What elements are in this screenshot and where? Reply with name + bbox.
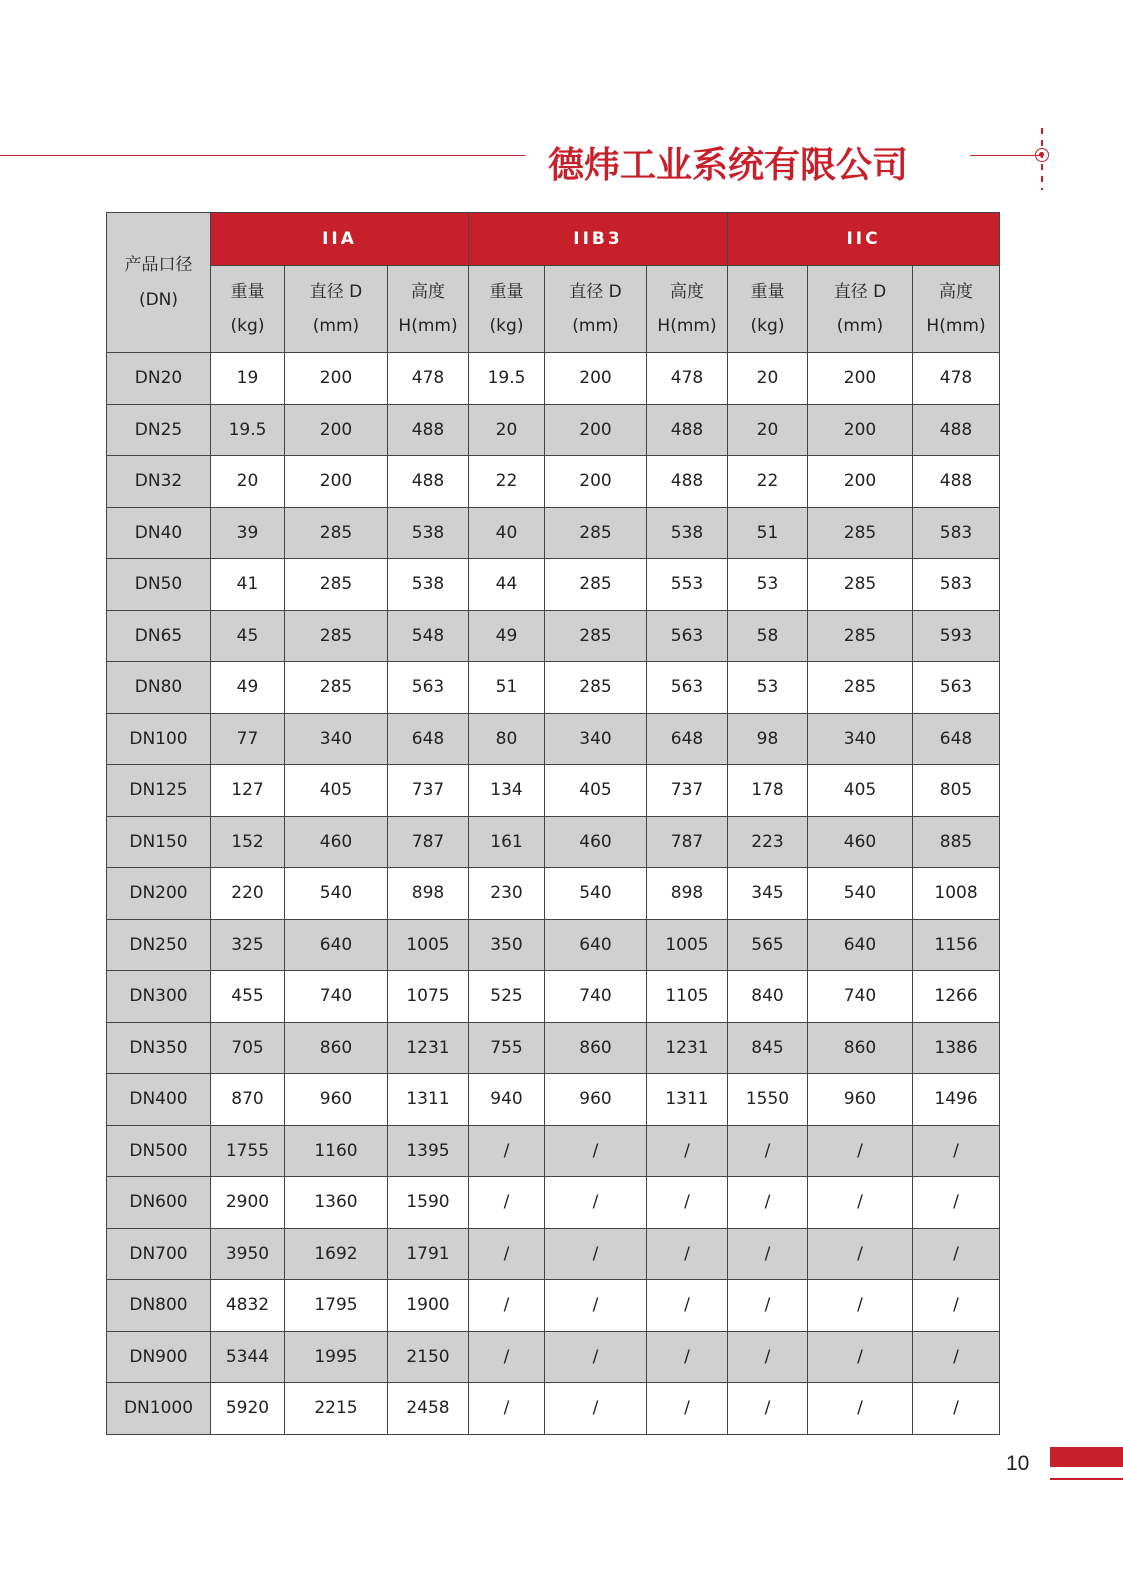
value-cell: 960: [285, 1074, 388, 1126]
table-row: [107, 1177, 1000, 1229]
value-cell: 860: [808, 1022, 913, 1074]
subheader-weight: [728, 266, 808, 353]
table-row: [107, 1125, 1000, 1177]
value-cell: 41: [211, 559, 285, 611]
table-row: [107, 1022, 1000, 1074]
value-cell: 787: [647, 816, 728, 868]
value-cell: 1550: [728, 1074, 808, 1126]
value-cell: 134: [469, 765, 545, 817]
table-row: [107, 765, 1000, 817]
value-cell: 200: [545, 404, 647, 456]
value-cell: 340: [808, 713, 913, 765]
value-cell: 80: [469, 713, 545, 765]
value-cell: 960: [808, 1074, 913, 1126]
value-cell: 563: [913, 662, 1000, 714]
table-body: [107, 353, 1000, 1435]
value-cell: 755: [469, 1022, 545, 1074]
group-header-iic: IIC: [728, 213, 1000, 266]
value-cell: 350: [469, 919, 545, 971]
value-cell: 1386: [913, 1022, 1000, 1074]
value-cell: 285: [285, 662, 388, 714]
value-cell: /: [913, 1228, 1000, 1280]
table-row: [107, 868, 1000, 920]
group-header-iib3: IIB3: [469, 213, 728, 266]
value-cell: 98: [728, 713, 808, 765]
value-cell: 20: [728, 353, 808, 405]
value-cell: 19: [211, 353, 285, 405]
value-cell: 478: [913, 353, 1000, 405]
value-cell: 488: [913, 404, 1000, 456]
value-cell: 563: [388, 662, 469, 714]
value-cell: /: [545, 1228, 647, 1280]
value-cell: 898: [388, 868, 469, 920]
value-cell: 1105: [647, 971, 728, 1023]
value-cell: /: [545, 1177, 647, 1229]
value-cell: 1311: [388, 1074, 469, 1126]
corner-label-line2: (DN): [138, 289, 179, 310]
value-cell: 1692: [285, 1228, 388, 1280]
value-cell: 1231: [388, 1022, 469, 1074]
table-row: [107, 1280, 1000, 1332]
value-cell: 20: [211, 456, 285, 508]
value-cell: 593: [913, 610, 1000, 662]
value-cell: /: [808, 1280, 913, 1332]
value-cell: /: [469, 1228, 545, 1280]
footer-rule: [1050, 1478, 1123, 1480]
value-cell: 840: [728, 971, 808, 1023]
value-cell: 285: [285, 610, 388, 662]
dn-cell: DN65: [107, 610, 211, 662]
value-cell: /: [728, 1125, 808, 1177]
subheader-label: 高度: [411, 282, 445, 302]
value-cell: /: [545, 1383, 647, 1435]
value-cell: 285: [285, 507, 388, 559]
value-cell: 200: [808, 353, 913, 405]
value-cell: 478: [647, 353, 728, 405]
value-cell: 161: [469, 816, 545, 868]
value-cell: 285: [285, 559, 388, 611]
value-cell: 648: [647, 713, 728, 765]
value-cell: /: [808, 1383, 913, 1435]
dn-cell: DN40: [107, 507, 211, 559]
table-row: [107, 404, 1000, 456]
company-name: 德炜工业系统有限公司: [548, 145, 909, 186]
value-cell: 405: [285, 765, 388, 817]
value-cell: 1496: [913, 1074, 1000, 1126]
value-cell: 2458: [388, 1383, 469, 1435]
subheader-unit: (kg): [750, 316, 785, 336]
value-cell: 460: [545, 816, 647, 868]
subheader-height: [388, 266, 469, 353]
value-cell: /: [728, 1280, 808, 1332]
value-cell: 583: [913, 559, 1000, 611]
value-cell: 5344: [211, 1331, 285, 1383]
table-row: [107, 1383, 1000, 1435]
dn-cell: DN80: [107, 662, 211, 714]
value-cell: 538: [388, 507, 469, 559]
table-row: [107, 1074, 1000, 1126]
value-cell: 39: [211, 507, 285, 559]
value-cell: 340: [545, 713, 647, 765]
value-cell: 285: [545, 610, 647, 662]
value-cell: 285: [545, 662, 647, 714]
value-cell: /: [469, 1331, 545, 1383]
subheader-unit: (kg): [230, 316, 265, 336]
value-cell: 405: [808, 765, 913, 817]
value-cell: 540: [545, 868, 647, 920]
page-number: 10: [1006, 1452, 1030, 1475]
value-cell: /: [545, 1331, 647, 1383]
value-cell: 538: [647, 507, 728, 559]
footer-bar: [1050, 1447, 1123, 1467]
table-row: [107, 919, 1000, 971]
value-cell: 488: [913, 456, 1000, 508]
value-cell: 525: [469, 971, 545, 1023]
subheader-label: 高度: [670, 282, 704, 302]
dn-cell: DN500: [107, 1125, 211, 1177]
header-row-groups: [107, 213, 1000, 266]
value-cell: 345: [728, 868, 808, 920]
value-cell: /: [545, 1125, 647, 1177]
value-cell: /: [728, 1177, 808, 1229]
table-row: [107, 1228, 1000, 1280]
table-row: [107, 353, 1000, 405]
value-cell: 285: [545, 559, 647, 611]
value-cell: 1791: [388, 1228, 469, 1280]
subheader-unit: (mm): [836, 316, 884, 336]
value-cell: 325: [211, 919, 285, 971]
value-cell: /: [647, 1125, 728, 1177]
value-cell: 53: [728, 662, 808, 714]
dn-cell: DN350: [107, 1022, 211, 1074]
value-cell: 488: [647, 456, 728, 508]
subheader-label: 直径 D: [569, 282, 622, 302]
value-cell: /: [728, 1228, 808, 1280]
value-cell: 22: [469, 456, 545, 508]
value-cell: 1160: [285, 1125, 388, 1177]
dn-cell: DN800: [107, 1280, 211, 1332]
value-cell: 1360: [285, 1177, 388, 1229]
value-cell: 460: [808, 816, 913, 868]
value-cell: 488: [388, 404, 469, 456]
value-cell: 488: [647, 404, 728, 456]
subheader-label: 高度: [939, 282, 974, 302]
value-cell: 583: [913, 507, 1000, 559]
value-cell: 1755: [211, 1125, 285, 1177]
subheader-diameter: [808, 266, 913, 353]
value-cell: /: [913, 1331, 1000, 1383]
value-cell: 705: [211, 1022, 285, 1074]
value-cell: /: [469, 1177, 545, 1229]
value-cell: 538: [388, 559, 469, 611]
value-cell: /: [545, 1280, 647, 1332]
value-cell: 1795: [285, 1280, 388, 1332]
value-cell: /: [647, 1383, 728, 1435]
value-cell: 45: [211, 610, 285, 662]
value-cell: /: [728, 1331, 808, 1383]
subheader-weight: [469, 266, 545, 353]
subheader-label: 重量: [489, 282, 524, 302]
value-cell: 3950: [211, 1228, 285, 1280]
subheader-unit: (mm): [312, 316, 360, 336]
table-row: [107, 456, 1000, 508]
subheader-unit: H(mm): [926, 316, 986, 336]
value-cell: 740: [285, 971, 388, 1023]
value-cell: 285: [808, 610, 913, 662]
value-cell: 1590: [388, 1177, 469, 1229]
value-cell: /: [913, 1280, 1000, 1332]
value-cell: 53: [728, 559, 808, 611]
value-cell: 787: [388, 816, 469, 868]
table-row: [107, 971, 1000, 1023]
dn-cell: DN20: [107, 353, 211, 405]
value-cell: 1311: [647, 1074, 728, 1126]
value-cell: /: [913, 1125, 1000, 1177]
dn-cell: DN900: [107, 1331, 211, 1383]
value-cell: 230: [469, 868, 545, 920]
value-cell: 960: [545, 1074, 647, 1126]
value-cell: /: [913, 1383, 1000, 1435]
value-cell: 1156: [913, 919, 1000, 971]
value-cell: 870: [211, 1074, 285, 1126]
value-cell: /: [808, 1228, 913, 1280]
value-cell: 478: [388, 353, 469, 405]
subheader-unit: (kg): [489, 316, 524, 336]
value-cell: 2215: [285, 1383, 388, 1435]
value-cell: /: [647, 1331, 728, 1383]
value-cell: 5920: [211, 1383, 285, 1435]
value-cell: 1005: [388, 919, 469, 971]
corner-header: [107, 213, 211, 353]
value-cell: 640: [285, 919, 388, 971]
value-cell: 152: [211, 816, 285, 868]
subheader-diameter: [285, 266, 388, 353]
subheader-unit: (mm): [572, 316, 619, 336]
value-cell: 44: [469, 559, 545, 611]
value-cell: 200: [285, 353, 388, 405]
value-cell: /: [469, 1280, 545, 1332]
dn-cell: DN32: [107, 456, 211, 508]
value-cell: 740: [545, 971, 647, 1023]
value-cell: /: [469, 1383, 545, 1435]
value-cell: 20: [728, 404, 808, 456]
subheader-label: 直径 D: [833, 282, 887, 302]
value-cell: 805: [913, 765, 1000, 817]
table-row: [107, 610, 1000, 662]
value-cell: 49: [469, 610, 545, 662]
value-cell: /: [808, 1125, 913, 1177]
table-row: [107, 559, 1000, 611]
value-cell: 223: [728, 816, 808, 868]
value-cell: 563: [647, 610, 728, 662]
value-cell: 178: [728, 765, 808, 817]
subheader-height: [913, 266, 1000, 353]
value-cell: 1900: [388, 1280, 469, 1332]
value-cell: 565: [728, 919, 808, 971]
value-cell: /: [647, 1280, 728, 1332]
value-cell: 1075: [388, 971, 469, 1023]
value-cell: 40: [469, 507, 545, 559]
value-cell: 2900: [211, 1177, 285, 1229]
value-cell: 845: [728, 1022, 808, 1074]
value-cell: 58: [728, 610, 808, 662]
value-cell: /: [647, 1228, 728, 1280]
table-row: [107, 507, 1000, 559]
subheader-height: [647, 266, 728, 353]
value-cell: 200: [545, 456, 647, 508]
subheader-label: 重量: [230, 282, 265, 302]
dn-cell: DN125: [107, 765, 211, 817]
value-cell: /: [647, 1177, 728, 1229]
subheader-weight: [211, 266, 285, 353]
value-cell: 1005: [647, 919, 728, 971]
value-cell: 285: [808, 662, 913, 714]
value-cell: 19.5: [469, 353, 545, 405]
value-cell: 200: [285, 404, 388, 456]
value-cell: 340: [285, 713, 388, 765]
value-cell: 200: [808, 404, 913, 456]
value-cell: 460: [285, 816, 388, 868]
header-row-subs: [107, 266, 1000, 353]
value-cell: /: [808, 1331, 913, 1383]
target-icon: [1035, 148, 1049, 162]
value-cell: 19.5: [211, 404, 285, 456]
value-cell: 860: [285, 1022, 388, 1074]
value-cell: 563: [647, 662, 728, 714]
value-cell: 640: [545, 919, 647, 971]
value-cell: 553: [647, 559, 728, 611]
dn-cell: DN400: [107, 1074, 211, 1126]
dn-cell: DN1000: [107, 1383, 211, 1435]
header-rule-left: [0, 155, 525, 156]
value-cell: 540: [285, 868, 388, 920]
value-cell: 285: [808, 559, 913, 611]
value-cell: 1008: [913, 868, 1000, 920]
dn-cell: DN25: [107, 404, 211, 456]
value-cell: 1231: [647, 1022, 728, 1074]
value-cell: 640: [808, 919, 913, 971]
subheader-diameter: [545, 266, 647, 353]
value-cell: 737: [647, 765, 728, 817]
dn-cell: DN200: [107, 868, 211, 920]
value-cell: 200: [545, 353, 647, 405]
value-cell: 1995: [285, 1331, 388, 1383]
dn-cell: DN700: [107, 1228, 211, 1280]
value-cell: 648: [913, 713, 1000, 765]
value-cell: 20: [469, 404, 545, 456]
group-header-iia: IIA: [211, 213, 469, 266]
value-cell: 127: [211, 765, 285, 817]
value-cell: 220: [211, 868, 285, 920]
value-cell: 860: [545, 1022, 647, 1074]
value-cell: 22: [728, 456, 808, 508]
value-cell: 898: [647, 868, 728, 920]
header-rule-right: [970, 155, 1042, 156]
value-cell: /: [469, 1125, 545, 1177]
value-cell: 405: [545, 765, 647, 817]
value-cell: 488: [388, 456, 469, 508]
value-cell: 648: [388, 713, 469, 765]
table-row: [107, 1331, 1000, 1383]
value-cell: 2150: [388, 1331, 469, 1383]
value-cell: 200: [285, 456, 388, 508]
table-row: [107, 713, 1000, 765]
value-cell: 548: [388, 610, 469, 662]
subheader-unit: H(mm): [657, 316, 717, 336]
value-cell: 51: [728, 507, 808, 559]
dn-cell: DN300: [107, 971, 211, 1023]
dn-cell: DN100: [107, 713, 211, 765]
value-cell: 77: [211, 713, 285, 765]
subheader-label: 直径 D: [309, 282, 363, 302]
value-cell: 285: [808, 507, 913, 559]
dn-cell: DN150: [107, 816, 211, 868]
spec-table: [106, 212, 1000, 1435]
value-cell: 940: [469, 1074, 545, 1126]
value-cell: 885: [913, 816, 1000, 868]
dn-cell: DN250: [107, 919, 211, 971]
value-cell: 1266: [913, 971, 1000, 1023]
value-cell: 200: [808, 456, 913, 508]
table-row: [107, 662, 1000, 714]
table-row: [107, 816, 1000, 868]
corner-label-line1: 产品口径: [124, 254, 193, 275]
value-cell: 49: [211, 662, 285, 714]
value-cell: 1395: [388, 1125, 469, 1177]
value-cell: 737: [388, 765, 469, 817]
subheader-label: 重量: [750, 282, 785, 302]
dn-cell: DN50: [107, 559, 211, 611]
value-cell: /: [728, 1383, 808, 1435]
value-cell: 740: [808, 971, 913, 1023]
value-cell: 4832: [211, 1280, 285, 1332]
value-cell: 540: [808, 868, 913, 920]
subheader-unit: H(mm): [398, 316, 458, 336]
value-cell: /: [913, 1177, 1000, 1229]
value-cell: 51: [469, 662, 545, 714]
value-cell: /: [808, 1177, 913, 1229]
value-cell: 455: [211, 971, 285, 1023]
dn-cell: DN600: [107, 1177, 211, 1229]
value-cell: 285: [545, 507, 647, 559]
